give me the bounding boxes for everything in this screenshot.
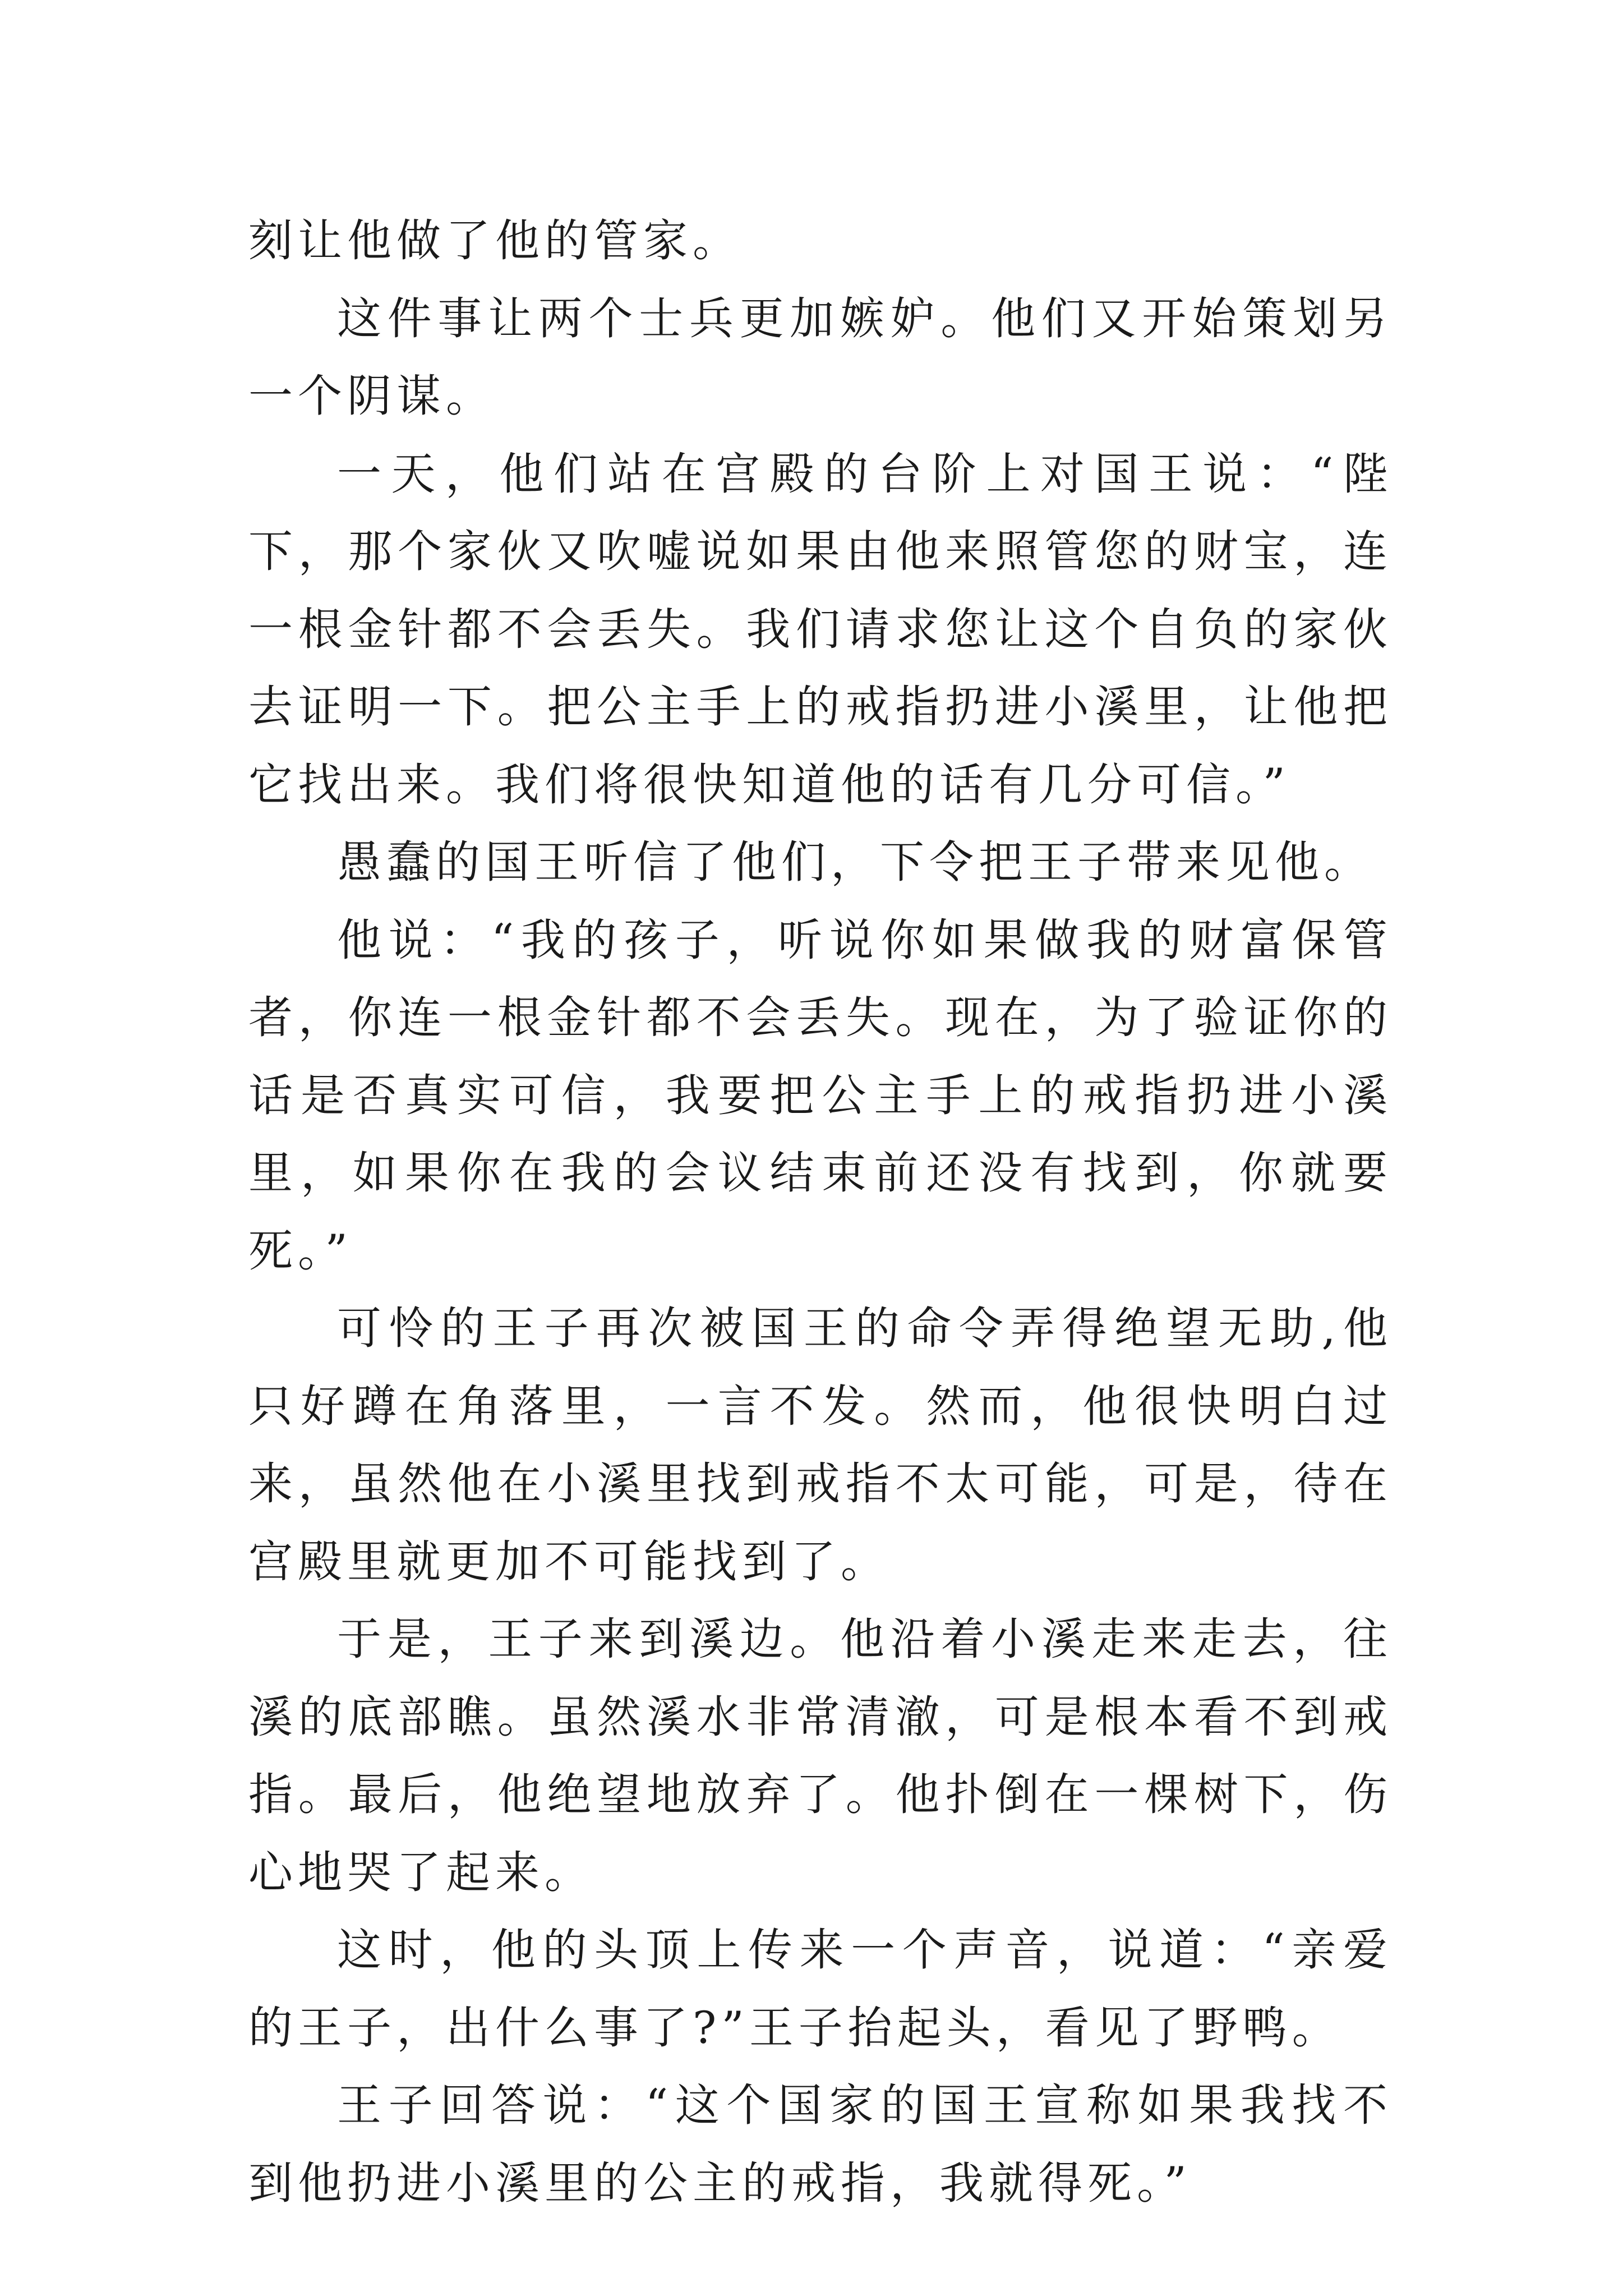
paragraph: 这件事让两个士兵更加嫉妒。他们又开始策划另一个阴谋。	[248, 292, 1393, 422]
paragraph: 这时，他的头顶上传来一个声音，说道：“亲爱的王子，出什么事了?”王子抬起头，看见了野鸭。	[248, 1924, 1393, 2054]
paragraph: 一天，他们站在宫殿的台阶上对国王说：“陛下，那个家伙又吹嘘说如果由他来照管您的财宝，连一根金针都不会丢失。我们请求您让这个自负的家伙去证明一下。把公主手上的戒指扔进小溪里，让他把它找出来。我们将很快知道他的话有几分可信。”	[248, 448, 1393, 811]
body-text	[248, 202, 1393, 2222]
paragraph: 王子回答说：“这个国家的国王宣称如果我找不到他扔进小溪里的公主的戒指，我就得死。”	[248, 2079, 1393, 2209]
paragraph: 他说：“我的孩子，听说你如果做我的财富保管者，你连一根金针都不会丢失。现在，为了验证你的话是否真实可信，我要把公主手上的戒指扔进小溪里，如果你在我的会议结束前还没有找到，你就要死。”	[248, 914, 1393, 1277]
paragraph-continuation: 刻让他做了他的管家。	[248, 215, 742, 266]
paragraph: 愚蠢的国王听信了他们，下令把王子带来见他。	[337, 836, 1373, 888]
paragraph: 于是，王子来到溪边。他沿着小溪走来走去，往溪的底部瞧。虽然溪水非常清澈，可是根本看不到戒指。最后，他绝望地放弃了。他扑倒在一棵树下，伤心地哭了起来。	[248, 1613, 1393, 1898]
paragraph: 可怜的王子再次被国王的命令弄得绝望无助,他只好蹲在角落里，一言不发。然而，他很快明白过来，虽然他在小溪里找到戒指不太可能，可是，待在宫殿里就更加不可能找到了。	[248, 1303, 1393, 1588]
